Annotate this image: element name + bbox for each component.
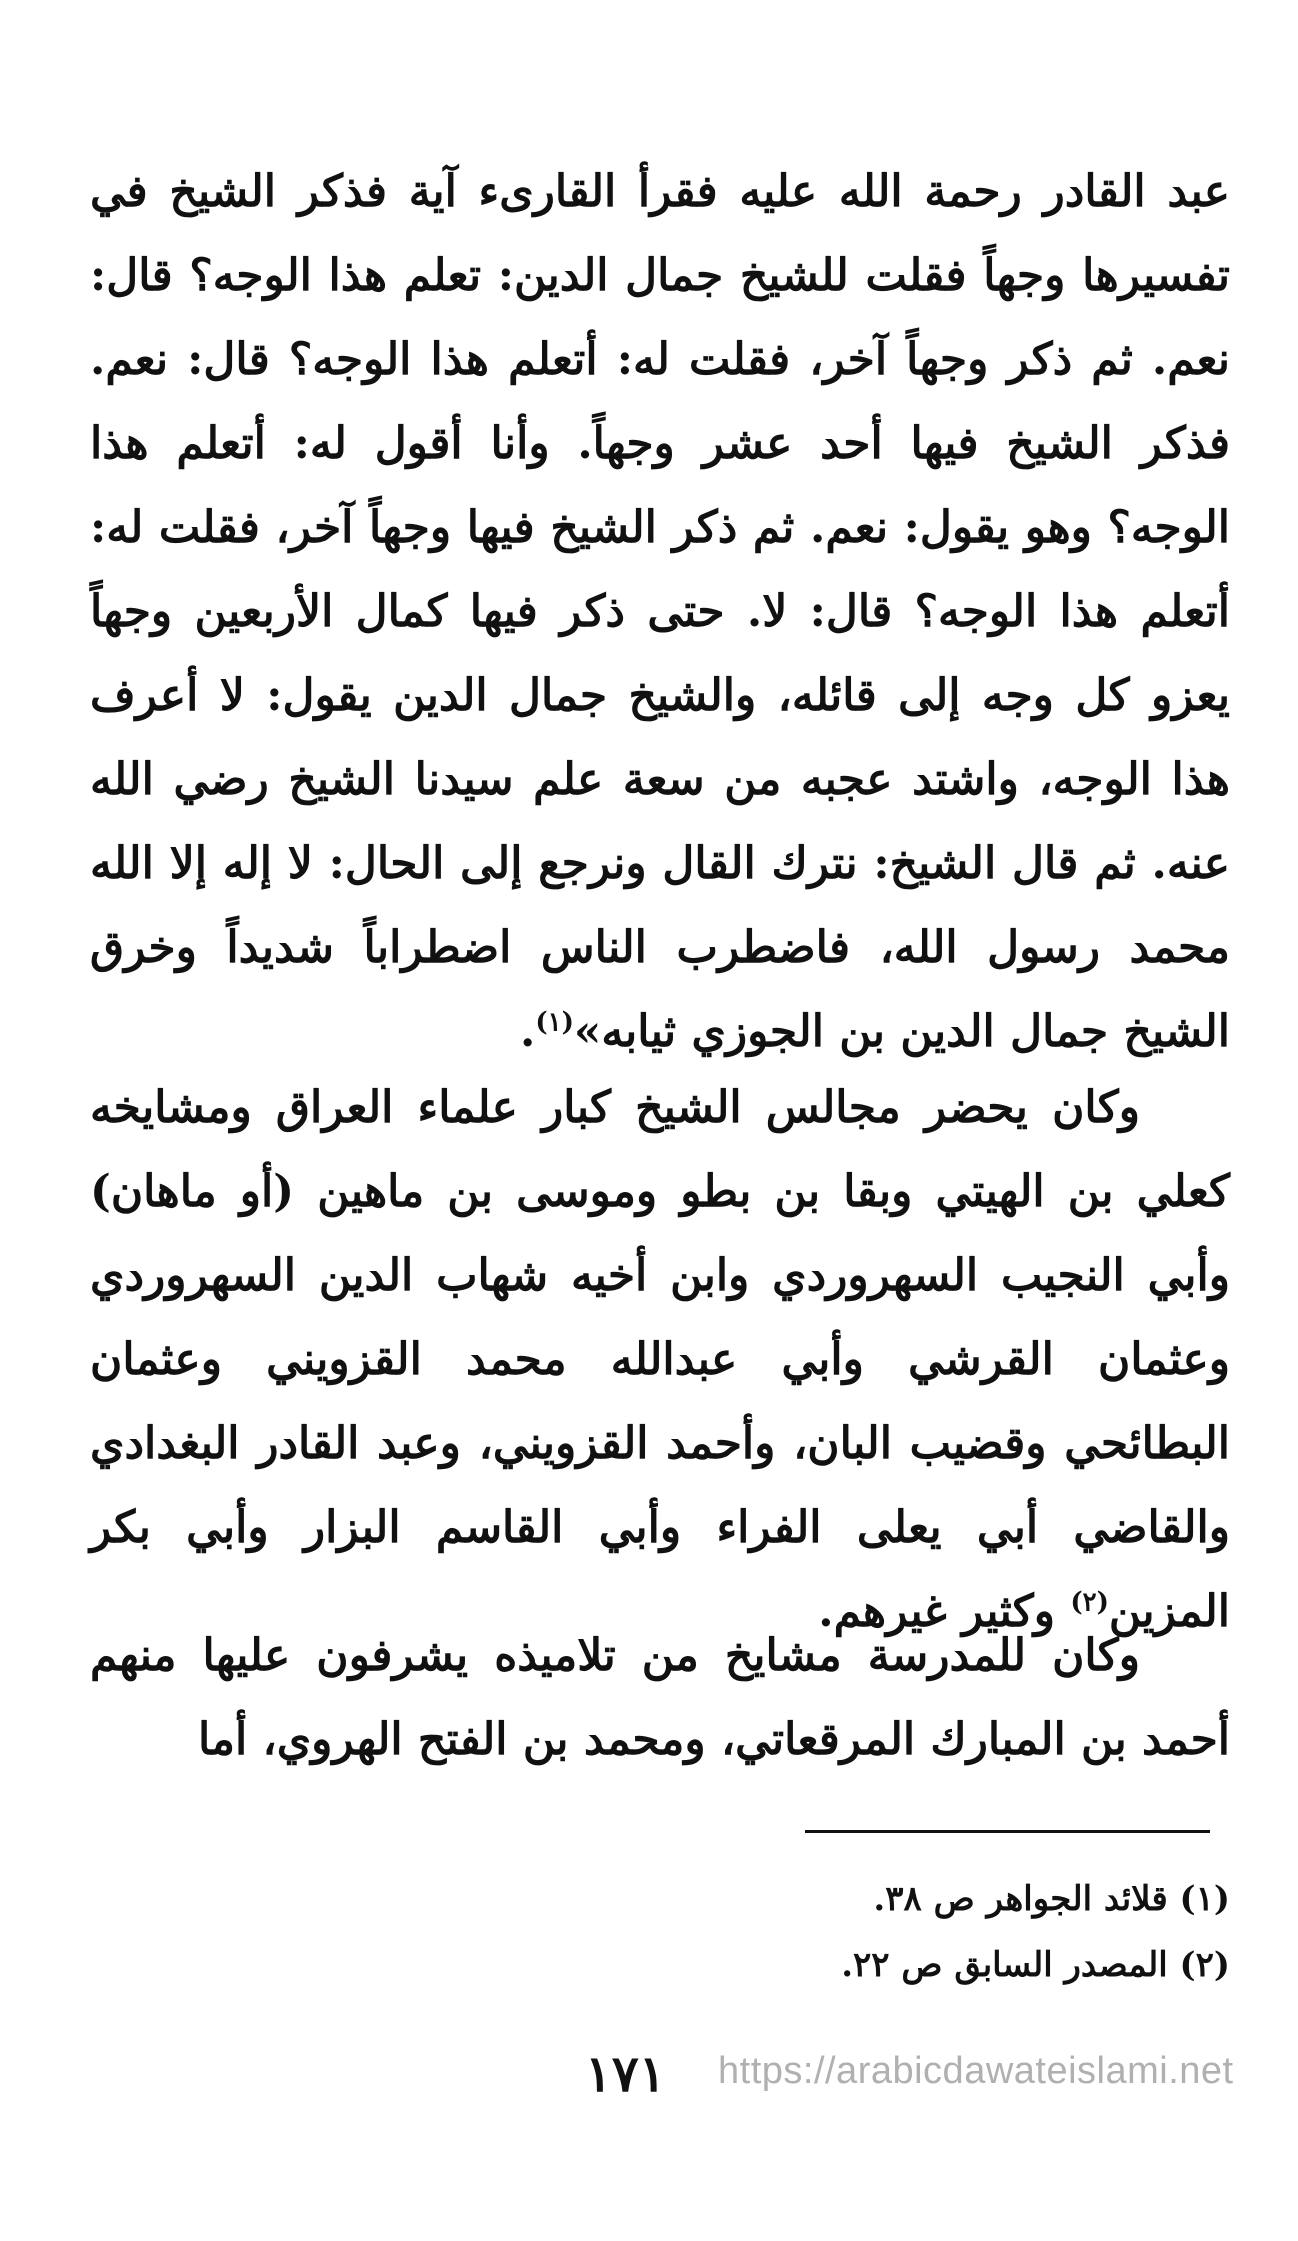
paragraph-1-text: عبد القادر رحمة الله عليه فقرأ القارىء آية فذكر الشيخ في تفسيرها وجهاً فقلت للشيخ جمال الدين: تعلم هذا الوجه؟ قال: نعم. ثم ذكر وجهاً آخر، فقلت له: أتعلم هذا الوجه؟ قال: نعم. فذكر الشيخ فيها أحد عشر وجهاً. وأنا أقول له: أتعلم هذا الوجه؟ وهو يقول: نعم. ثم ذكر الشيخ فيها وجهاً آخر، فقلت له: أتعلم هذا الوجه؟ قال: لا. حتى ذكر فيها كمال الأربعين وجهاً يعزو كل وجه إلى قائله، والشيخ جمال الدين يقول: لا أعرف هذا الوجه، واشتد عجبه من سعة علم سيدنا الشيخ رضي الله عنه. ثم قال الشيخ: نترك القال ونرجع إلى الحال: لا إله إلا الله محمد رسول الله، فاضطرب الناس اضطراباً شديداً وخرق الشيخ جمال الدين بن الجوزي ثيابه» bbox=[90, 166, 1230, 1057]
paragraph-2-text: وكان يحضر مجالس الشيخ كبار علماء العراق ومشايخه كعلي بن الهيتي وبقا بن بطو وموسى بن ماهين (أو ماهان) وأبي النجيب السهروردي وابن أخيه شهاب الدين السهروردي وعثمان القرشي وأبي عبدالله محمد القزويني وعثمان البطائحي وقضيب البان، وأحمد القزويني، وعبد القادر البغدادي والقاضي أبي يعلى الفراء وأبي القاسم البزار وأبي بكر المزين bbox=[90, 1082, 1230, 1637]
footnote-ref-1: (١) bbox=[535, 1007, 574, 1038]
watermark-url: https://arabicdawateislami.net bbox=[718, 2050, 1234, 2092]
paragraph-2 bbox=[90, 1066, 1230, 1654]
footnotes-list bbox=[90, 1866, 1230, 1998]
footnote-2: (٢) المصدر السابق ص ٢٢. bbox=[841, 1945, 1230, 1985]
page-number: ١٧١ bbox=[585, 2044, 666, 2103]
footnote-separator bbox=[805, 1830, 1210, 1833]
paragraph-2-end: وكثير غيرهم. bbox=[818, 1586, 1071, 1637]
footnote-1: (١) قلائد الجواهر ص ٣٨. bbox=[873, 1879, 1230, 1919]
paragraph-1-end: . bbox=[519, 1006, 536, 1057]
paragraph-1 bbox=[90, 150, 1230, 1074]
paragraph-3: وكان للمدرسة مشايخ من تلاميذه يشرفون عليها منهم أحمد بن المبارك المرقعاتي، ومحمد بن الفتح الهروي، أما bbox=[90, 1630, 1230, 1765]
footnote-ref-2: (٢) bbox=[1070, 1587, 1109, 1618]
